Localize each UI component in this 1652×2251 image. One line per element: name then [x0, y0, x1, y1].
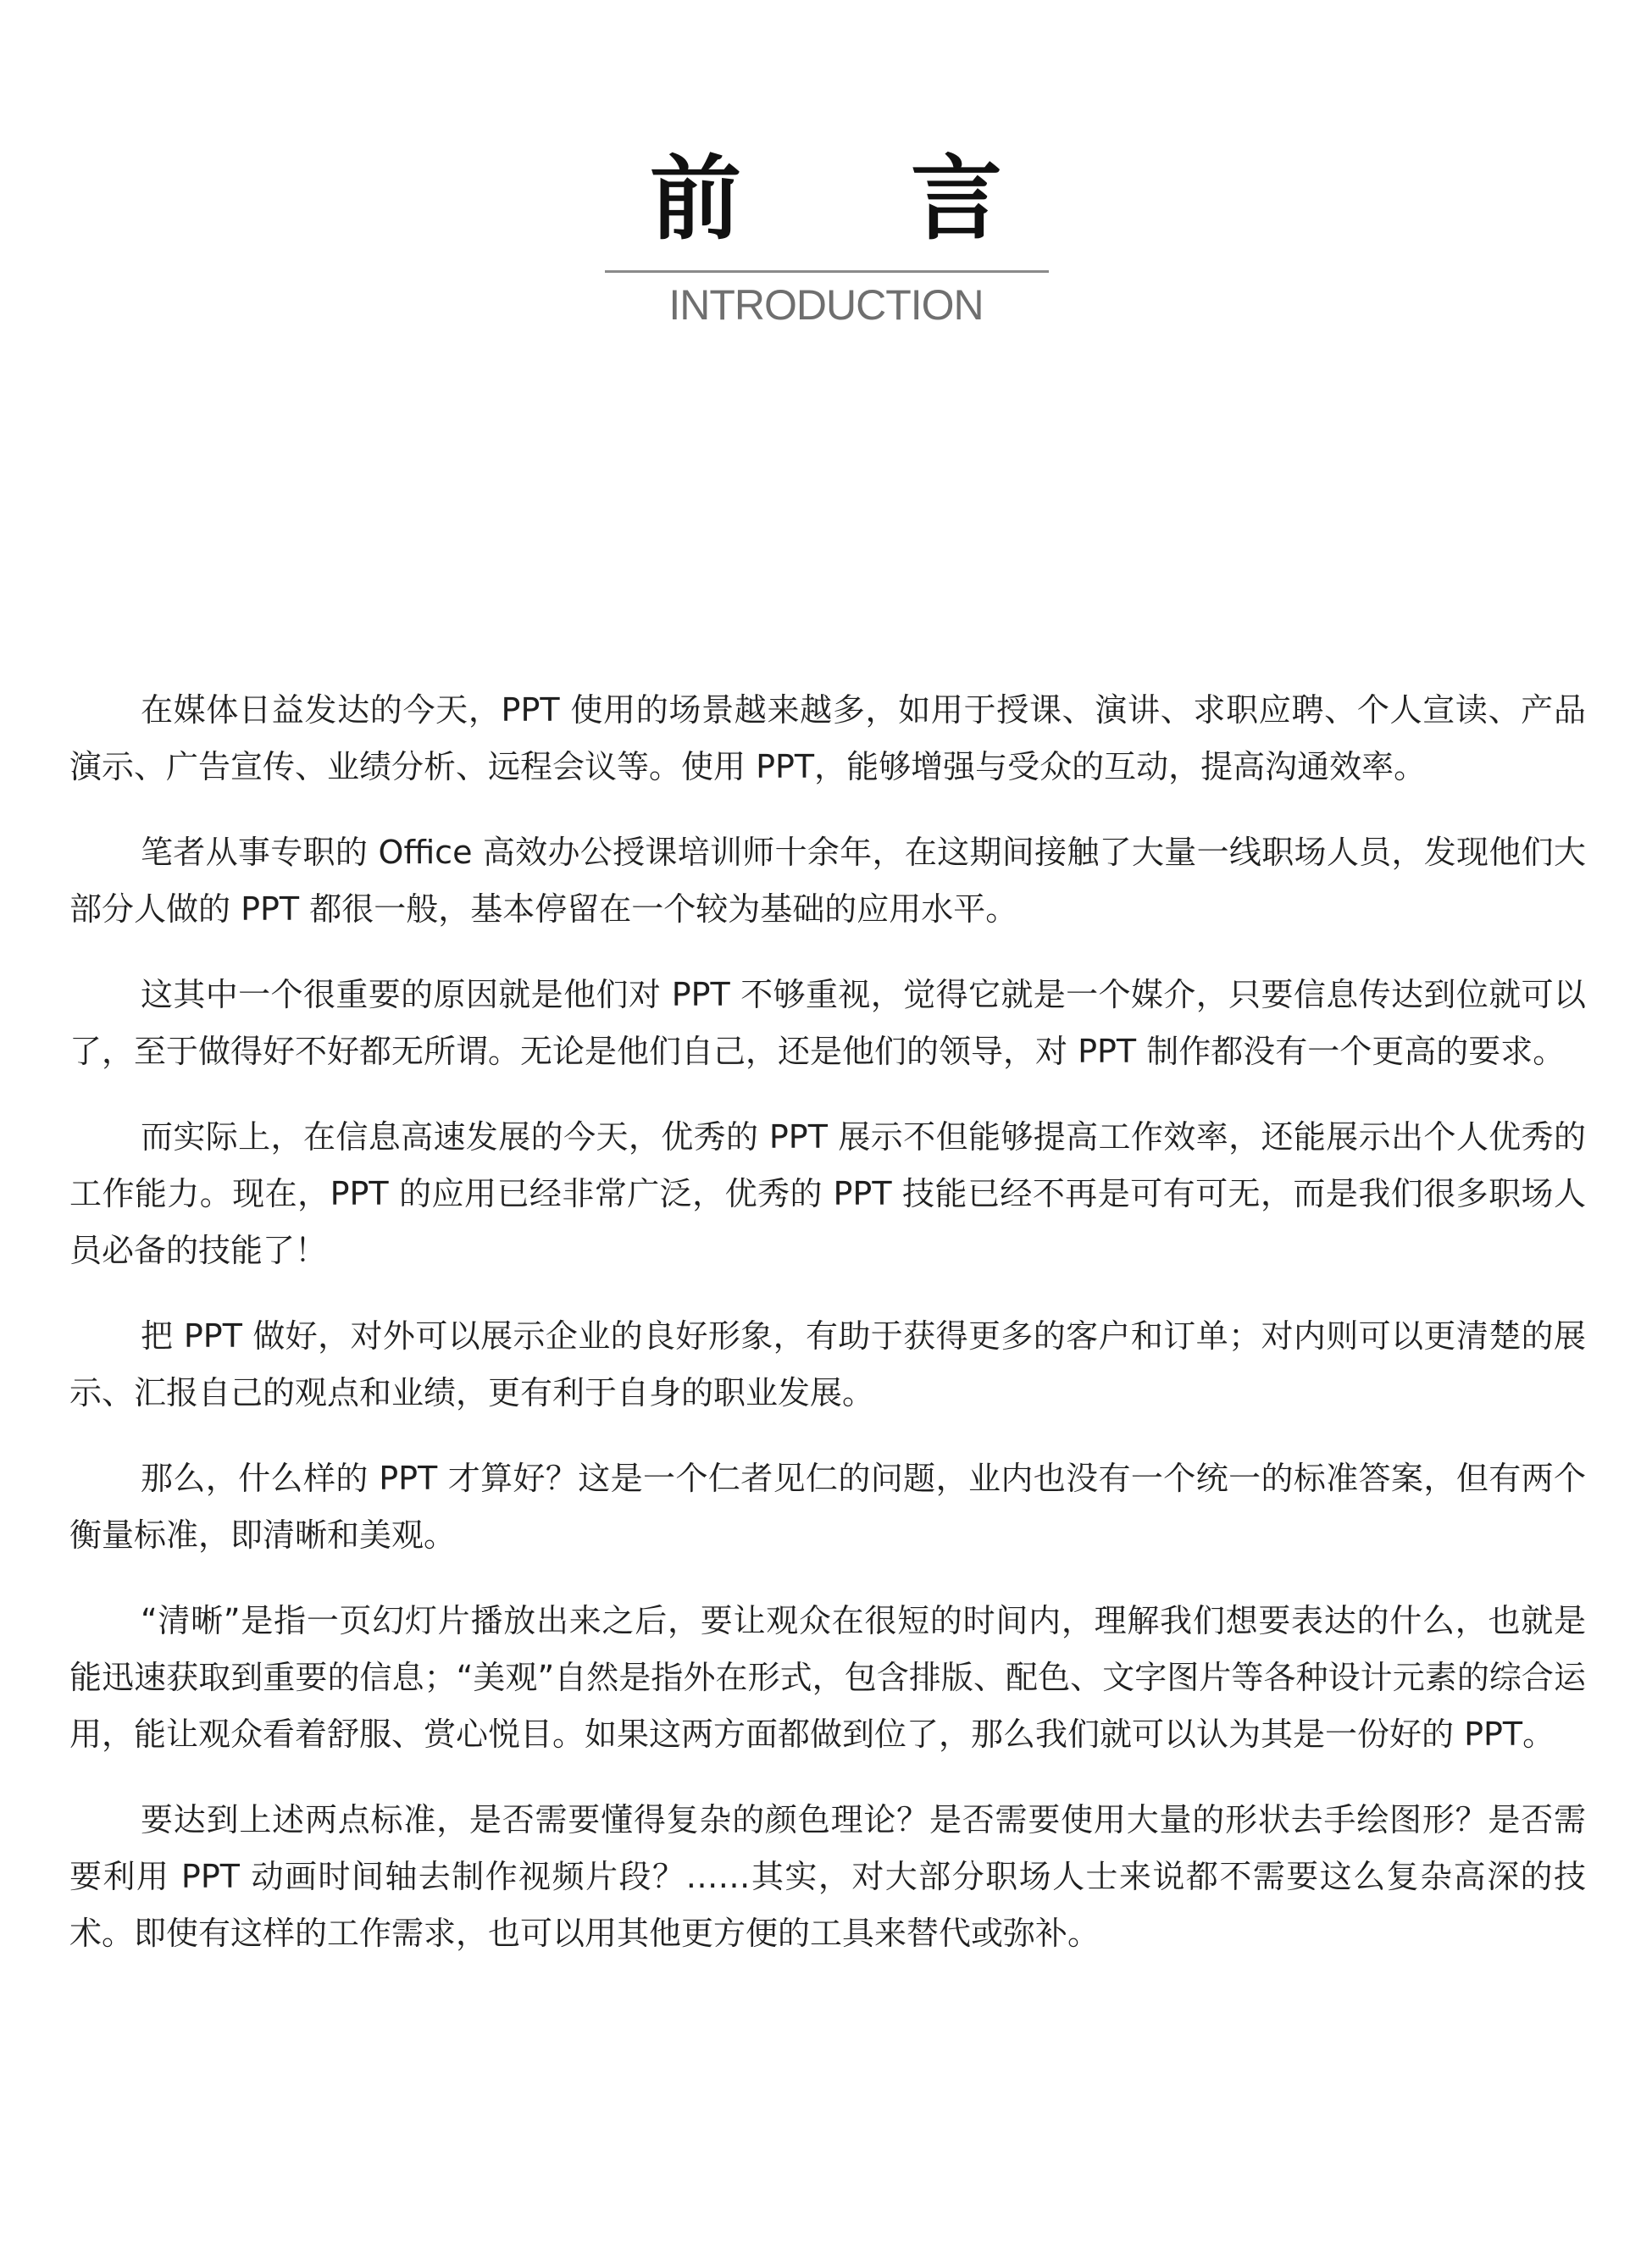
- paragraph: 笔者从事专职的 Office 高效办公授课培训师十余年，在这期间接触了大量一线职场人员，发现他们大部分人做的 PPT 都很一般，基本停留在一个较为基础的应用水平。: [69, 834, 1586, 928]
- paragraph: 那么，什么样的 PPT 才算好？这是一个仁者见仁的问题，业内也没有一个统一的标准答案，但有两个衡量标准，即清晰和美观。: [69, 1460, 1586, 1554]
- title-divider: [605, 270, 1049, 273]
- paragraph: “清晰”是指一页幻灯片播放出来之后，要让观众在很短的时间内，理解我们想要表达的什么，也就是能迅速获取到重要的信息；“美观”自然是指外在形式，包含排版、配色、文字图片等各种设计元素的综合运用，能让观众看着舒服、赏心悦目。如果这两方面都做到位了，那么我们就可以认为其是一份好的 PPT。: [69, 1602, 1586, 1753]
- paragraph: 把 PPT 做好，对外可以展示企业的良好形象，有助于获得更多的客户和订单；对内则可以更清楚的展示、汇报自己的观点和业绩，更有利于自身的职业发展。: [69, 1317, 1586, 1411]
- paragraph: 在媒体日益发达的今天，PPT 使用的场景越来越多，如用于授课、演讲、求职应聘、个人宣读、产品演示、广告宣传、业绩分析、远程会议等。使用 PPT，能够增强与受众的互动，提高沟通效率。: [69, 691, 1586, 785]
- page-title: 前言: [649, 146, 1172, 252]
- body-text: [69, 682, 1586, 1991]
- page-subtitle: INTRODUCTION: [668, 281, 984, 329]
- paragraph: 要达到上述两点标准，是否需要懂得复杂的颜色理论？是否需要使用大量的形状去手绘图形？是否需要利用 PPT 动画时间轴去制作视频片段？……其实，对大部分职场人士来说都不需要这么复杂高深的技术。即使有这样的工作需求，也可以用其他更方便的工具来替代或弥补。: [69, 1801, 1586, 1952]
- paragraph: 而实际上，在信息高速发展的今天，优秀的 PPT 展示不但能够提高工作效率，还能展示出个人优秀的工作能力。现在，PPT 的应用已经非常广泛，优秀的 PPT 技能已经不再是可有可无，而是我们很多职场人员必备的技能了！: [69, 1118, 1586, 1269]
- paragraph: 这其中一个很重要的原因就是他们对 PPT 不够重视，觉得它就是一个媒介，只要信息传达到位就可以了，至于做得好不好都无所谓。无论是他们自己，还是他们的领导，对 PPT 制作都没有一个更高的要求。: [69, 976, 1586, 1070]
